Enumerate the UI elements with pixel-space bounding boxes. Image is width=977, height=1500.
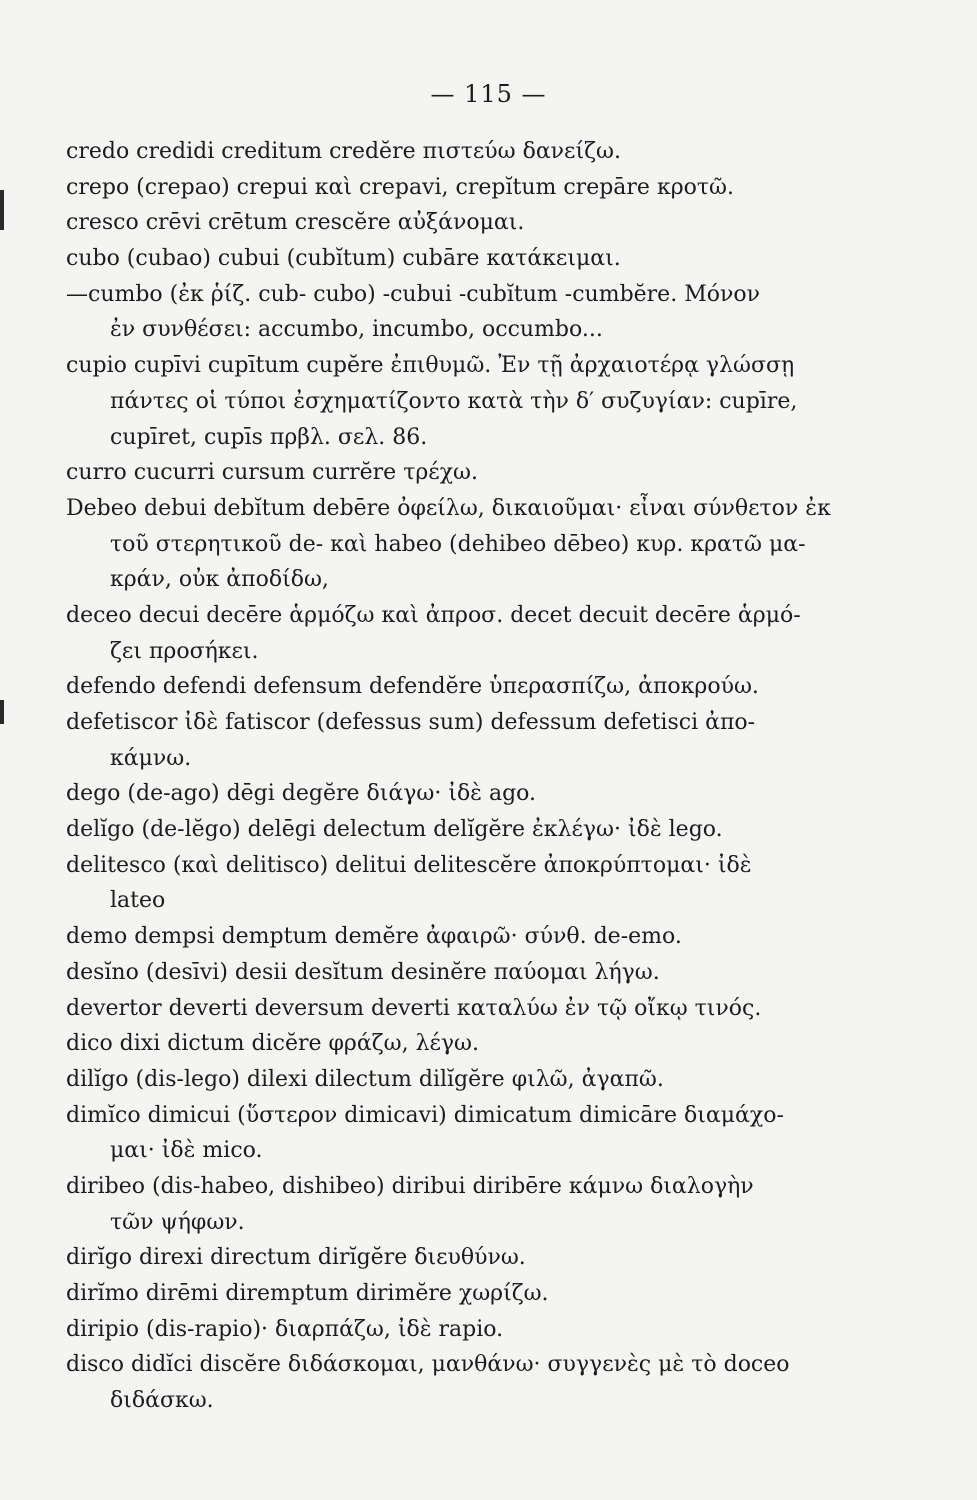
page-number: — 115 — [430,80,547,108]
entry-line: delitesco (καὶ delitisco) delitui delitescĕre ἀποκρύπτομαι· ἰδὲ [66,852,752,878]
page-edge-mark-top [0,190,4,230]
entry-continuation-line: διδάσκω. [110,1388,214,1414]
entry-continuation-line: ἐν συνθέσει: accumbo, incumbo, occumbo... [110,317,603,343]
entry-line: defendo defendi defensum defendĕre ὑπερασπίζω, ἀποκρούω. [66,674,759,700]
entry-line: deceo decui decēre ἁρμόζω καὶ ἀπροσ. decet decuit decēre ἁρμό- [66,602,801,628]
entry-line: cresco crēvi crētum crescĕre αὐξάνομαι. [66,210,525,236]
entry-line: curro cucurri cursum currĕre τρέχω. [66,460,478,486]
entry-continuation-line: cupīret, cupīs πρβλ. σελ. 86. [110,424,428,450]
entry-line: dirĭgo direxi directum dirĭgĕre διευθύνω. [66,1245,526,1271]
entry-line: diribeo (dis-habeo, dishibeo) diribui diribēre κάμνω διαλογὴν [66,1173,754,1199]
entry-continuation-line: τοῦ στερητικοῦ de- καὶ habeo (dehibeo dēbeo) κυρ. κρατῶ μα- [110,531,806,557]
entry-line: dego (de-ago) dēgi degĕre διάγω· ἰδὲ ago. [66,781,537,807]
entry-continuation-line: κάμνω. [110,745,192,771]
entry-line: demo dempsi demptum demĕre ἀφαιρῶ· σύνθ. de-emo. [66,924,682,950]
entry-line: credo credidi creditum credĕre πιστεύω δανείζω. [66,139,621,164]
entry-line: defetiscor ἰδὲ fatiscor (defessus sum) defessum defetisci ἀπο- [66,710,756,735]
entry-continuation-line: κράν, οὐκ ἀποδίδω, [110,567,329,593]
entry-line: dirĭmo dirēmi diremptum dirimĕre χωρίζω. [66,1281,549,1306]
entry-line: disco didĭci discĕre διδάσκομαι, μανθάνω· συγγενὲς μὲ τὸ doceo [66,1352,790,1378]
dictionary-entries [66,134,906,1419]
entry-line: cupio cupīvi cupītum cupĕre ἐπιθυμῶ. Ἐν τῇ ἀρχαιοτέρᾳ γλώσσῃ [66,353,795,379]
entry-line: Debeo debui debĭtum debēre ὀφείλω, δικαιοῦμαι· εἶναι σύνθετον ἐκ [66,495,831,521]
entry-continuation-line: πάντες οἱ τύποι ἐσχηματίζοντο κατὰ τὴν δ′ συζυγίαν: cupīre, [110,388,798,414]
entry-line: crepo (crepao) crepui καὶ crepavi, crepĭtum crepāre κροτῶ. [66,174,734,200]
entry-line: desĭno (desīvi) desii desĭtum desinĕre παύομαι λήγω. [66,959,660,985]
entry-line: cubo (cubao) cubui (cubĭtum) cubāre κατάκειμαι. [66,246,621,272]
entry-line: —cumbo (ἐκ ῥίζ. cub- cubo) -cubui -cubĭtum -cumbĕre. Μόνον [66,281,760,307]
entry-continuation-line: ζει προσήκει. [110,638,259,664]
entry-line: diripio (dis-rapio)· διαρπάζω, ἰδὲ rapio. [66,1316,504,1342]
entry-line: dilĭgo (dis-lego) dilexi dilectum dilĭgĕre φιλῶ, ἀγαπῶ. [66,1066,664,1092]
entry-continuation-line: μαι· ἰδὲ mico. [110,1138,263,1164]
page-edge-mark-bottom [0,700,4,724]
entry-line: dico dixi dictum dicĕre φράζω, λέγω. [66,1031,479,1057]
entry-continuation-line: τῶν ψήφων. [110,1209,245,1235]
entry-line: devertor deverti deversum deverti καταλύω ἐν τῷ οἴκῳ τινός. [66,995,762,1021]
entry-continuation-line: lateo [110,888,166,914]
entry-line: delĭgo (de-lĕgo) delēgi delectum delĭgĕre ἐκλέγω· ἰδὲ lego. [66,817,723,843]
entry-line: dimĭco dimicui (ὕστερον dimicavi) dimicatum dimicāre διαμάχο- [66,1102,784,1128]
